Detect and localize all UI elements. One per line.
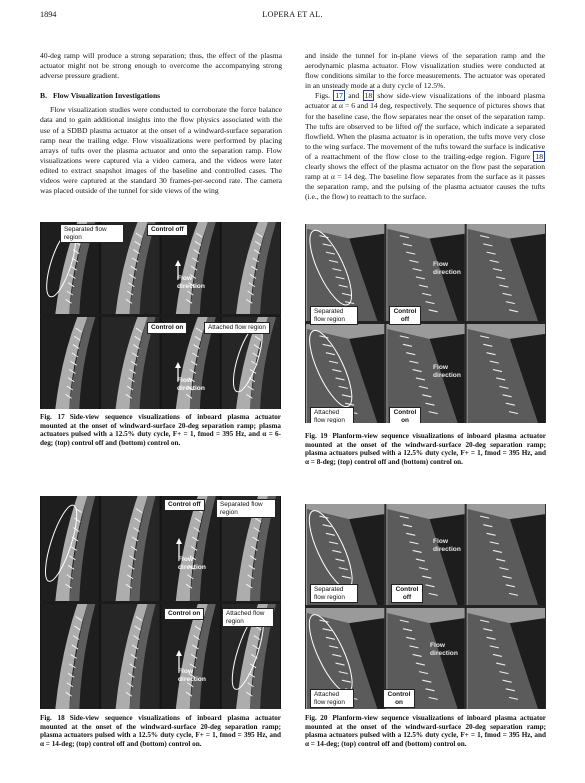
paragraph-continued-right: and inside the tunnel for in-plane views of the separation ramp and the aerodynamic plasma actuator. Flow visualization studies were conducted at flow conditions similar to the force measurements. The actuator was operated in an unsteady mode at a duty cycle of 12.5%. bbox=[305, 51, 545, 91]
fig19-separated-label: Separated flow region bbox=[310, 306, 358, 325]
left-column bbox=[40, 51, 282, 196]
fig20-flow-direction-top: Flow direction bbox=[433, 538, 461, 553]
fig18-separated-label: Separated flow region bbox=[216, 499, 276, 518]
fig17-attached-label: Attached flow region bbox=[204, 322, 270, 334]
figure-20 bbox=[305, 504, 546, 709]
fig20-control-off-label: Control off bbox=[391, 584, 423, 603]
fig19-caption: Fig. 19 Planform-view sequence visualizations of inboard plasma actuator mounted at the onset of the windward-surface 20-deg separation ramp; plasma actuators pulsed with a 12.5% duty cycle, F+ = 1, fmod = 395 Hz, and α = 8-deg; (top) control off and (bottom) control on. bbox=[305, 432, 546, 466]
fig-17-link[interactable]: 17 bbox=[335, 91, 343, 101]
fig18-flow-direction-bottom: Flow direction bbox=[178, 668, 206, 683]
section-heading bbox=[40, 91, 282, 101]
fig18-flow-arrow-top bbox=[175, 538, 183, 558]
fig19-flow-direction-top: Flow direction bbox=[433, 261, 461, 276]
fig18-caption: Fig. 18 Side-view sequence visualizations of inboard plasma actuator mounted at the onset of the windward-surface 20-deg separation ramp; plasma actuators pulsed with a 12.5% duty cycle, F+ = 1, fmod = 395 Hz, and α = 14-deg; (top) control off and (bottom) control on. bbox=[40, 714, 281, 748]
fig17-control-on-label: Control on bbox=[147, 322, 187, 334]
figure-18 bbox=[40, 496, 281, 709]
fig20-control-on-label: Control on bbox=[383, 689, 415, 708]
figure-19 bbox=[305, 224, 546, 423]
section-number: B. bbox=[40, 91, 47, 101]
fig17-control-off-label: Control off bbox=[147, 224, 188, 236]
fig17-flow-arrow-bottom bbox=[174, 362, 182, 382]
fig19-control-off-label: Control off bbox=[389, 306, 421, 325]
fig18-attached-label: Attached flow region bbox=[222, 608, 274, 627]
fig20-flow-direction-bottom: Flow direction bbox=[430, 642, 458, 657]
fig20-attached-label: Attached flow region bbox=[310, 689, 354, 708]
right-column bbox=[305, 51, 545, 202]
fig17-caption: Fig. 17 Side-view sequence visualizations of inboard plasma actuator mounted at the onset of windward-surface 20-deg separation ramp; plasma actuators pulsed with a 12.5% duty cycle, F+ = 1, fmod = 395 Hz, and α = 6-deg; (top) control off and (bottom) control on. bbox=[40, 413, 281, 447]
running-head: LOPERA ET AL. bbox=[262, 10, 323, 19]
figure-17 bbox=[40, 222, 281, 409]
fig18-control-off-label: Control off bbox=[164, 499, 205, 511]
paragraph-continued: 40-deg ramp will produce a strong separation; thus, the effect of the plasma actuator might not be strong enough to overcome the accompanying strong adverse pressure gradient. bbox=[40, 51, 282, 81]
fig18-control-on-label: Control on bbox=[164, 608, 204, 620]
fig17-flow-arrow-top bbox=[174, 260, 182, 280]
section-title: Flow Visualization Investigations bbox=[52, 91, 161, 101]
fig19-flow-direction-bottom: Flow direction bbox=[433, 364, 461, 379]
paragraph-flow-visualization: Flow visualization studies were conducted to corroborate the force balance data and to gain additional insights into the flow physics associated with the use of a SDBD plasma actuator at the onset of a windward-surface separation ramp near the trailing edge. Flow visualizations were performed by placing arrays of tufts over the plasma actuator and onto the separation ramp. Flow visualizations were captured via a video camera, and the videos were later edited to extract snapshot images of the baseline and controlled cases. The videos were captured at the standard 30 frames-per-second rate. The camera was placed outside of the tunnel for side views of the wing bbox=[40, 105, 282, 196]
fig17-separated-label: Separated flow region bbox=[60, 224, 124, 243]
paragraph-figs-17-18: Figs. 17 and 18 show side-view visualizations of the inboard plasma actuator at α = 6 and 14 deg, respectively. The sequence of pictures shows that for the baseline case, the flow separates near the onset of the separation ramp. The tufts are observed to be lifted off the surface, which indicate a separated flowfield. When the plasma actuator is in operation, the tufts move very close to the wing surface. The movement of the tufts toward the surface is indicative of a reattachment of the flow close to the trailing-edge region. Figure 18 clearly shows the effect of the plasma actuator on the flow past the separation ramp at α = 14 deg. The baseline flow separates from the surface as it passes the separation ramp, and the pulsing of the plasma actuator causes the tufts (i.e., the flow) to reattach to the surface. bbox=[305, 91, 545, 202]
fig17-flow-direction-bottom: Flow direction bbox=[177, 377, 205, 392]
fig20-caption: Fig. 20 Planform-view sequence visualizations of inboard plasma actuator mounted at the onset of the windward-surface 20-deg separation ramp; plasma actuators pulsed with a 12.5% duty cycle, F+ = 1, fmod = 395 Hz, and α = 14-deg; (top) control off and (bottom) control on. bbox=[305, 714, 546, 748]
fig-18-link[interactable]: 18 bbox=[364, 91, 373, 101]
page-header bbox=[40, 10, 545, 22]
fig18-flow-arrow-bottom bbox=[175, 650, 183, 670]
fig19-attached-label: Attached flow region bbox=[310, 407, 354, 423]
fig18-flow-direction-top: Flow direction bbox=[178, 556, 206, 571]
fig19-control-on-label: Control on bbox=[389, 407, 421, 423]
fig-18-link-2[interactable]: 18 bbox=[535, 151, 543, 161]
fig20-separated-label: Separated flow region bbox=[310, 584, 358, 603]
fig17-flow-direction-top: Flow direction bbox=[177, 275, 205, 290]
page-number: 1894 bbox=[40, 10, 57, 19]
